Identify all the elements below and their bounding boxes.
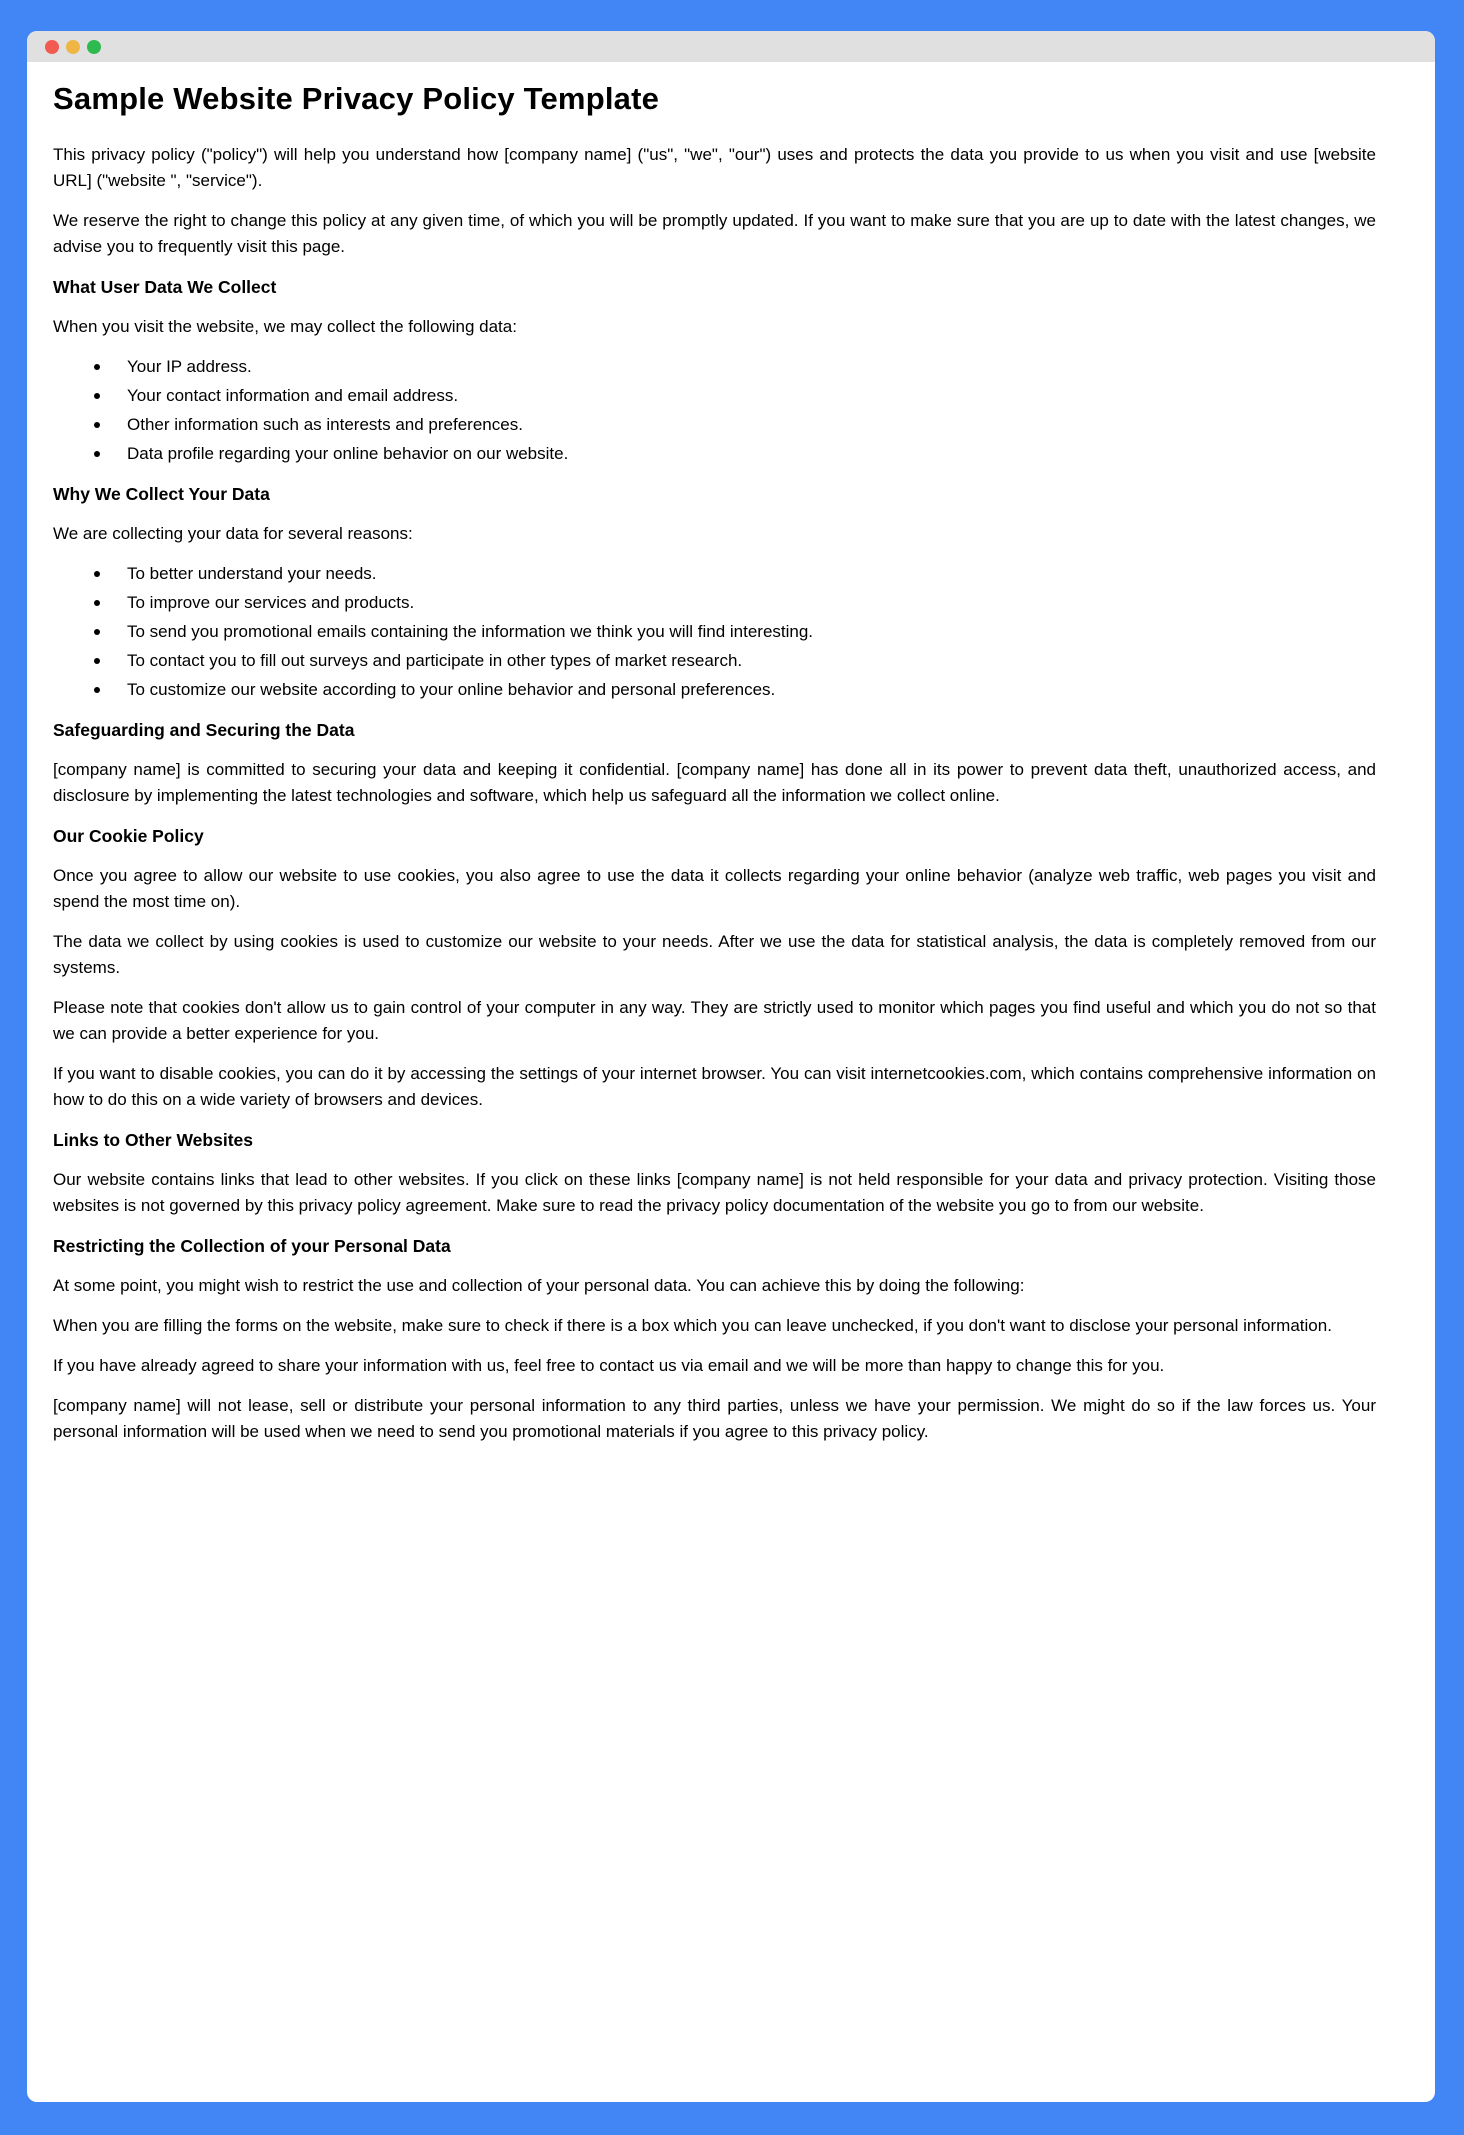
bullet-list bbox=[53, 354, 1376, 467]
list-item: Data profile regarding your online behavior on our website. bbox=[53, 441, 1376, 467]
body-paragraph: [company name] will not lease, sell or distribute your personal information to any third parties, unless we have your permission. We might do so if the law forces us. Your personal information will be used when we need to send you promotional materials if you agree to this privacy policy. bbox=[53, 1396, 1376, 1441]
list-item: Other information such as interests and preferences. bbox=[53, 412, 1376, 438]
body-paragraph: We reserve the right to change this policy at any given time, of which you will be promptly updated. If you want to make sure that you are up to date with the latest changes, we advise you to frequently visit this page. bbox=[53, 211, 1376, 256]
page-title: Sample Website Privacy Policy Template bbox=[53, 81, 660, 116]
body-paragraph: Please note that cookies don't allow us to gain control of your computer in any way. They are strictly used to monitor which pages you find useful and which you do not so that we can provide a better experience for you. bbox=[53, 998, 1376, 1043]
bullet-list bbox=[53, 561, 1376, 703]
list-item: To customize our website according to your online behavior and personal preferences. bbox=[53, 677, 1376, 703]
section-heading: What User Data We Collect bbox=[53, 277, 277, 297]
body-paragraph: This privacy policy ("policy") will help you understand how [company name] ("us", "we", "our") uses and protects the data you provide to us when you visit and use [website URL] ("website ", "service"). bbox=[53, 145, 1376, 190]
document-content bbox=[53, 142, 1376, 1445]
body-paragraph: When you visit the website, we may collect the following data: bbox=[53, 317, 517, 336]
browser-window bbox=[27, 31, 1435, 2102]
list-item: To better understand your needs. bbox=[53, 561, 1376, 587]
body-paragraph: We are collecting your data for several reasons: bbox=[53, 524, 413, 543]
list-item: Your IP address. bbox=[53, 354, 1376, 380]
list-item: To contact you to fill out surveys and participate in other types of market research. bbox=[53, 648, 1376, 674]
document-body bbox=[27, 62, 1435, 1445]
list-item: To send you promotional emails containing the information we think you will find interesting. bbox=[53, 619, 1376, 645]
close-button[interactable] bbox=[45, 40, 59, 54]
body-paragraph: If you want to disable cookies, you can do it by accessing the settings of your internet browser. You can visit internetcookies.com, which contains comprehensive information on how to do this on a wide variety of browsers and devices. bbox=[53, 1064, 1376, 1109]
section-heading: Our Cookie Policy bbox=[53, 826, 204, 846]
body-paragraph: If you have already agreed to share your information with us, feel free to contact us via email and we will be more than happy to change this for you. bbox=[53, 1356, 1165, 1375]
body-paragraph: Once you agree to allow our website to use cookies, you also agree to use the data it collects regarding your online behavior (analyze web traffic, web pages you visit and spend the most time on). bbox=[53, 866, 1376, 911]
body-paragraph: The data we collect by using cookies is used to customize our website to your needs. After we use the data for statistical analysis, the data is completely removed from our systems. bbox=[53, 932, 1376, 977]
body-paragraph: At some point, you might wish to restrict the use and collection of your personal data. You can achieve this by doing the following: bbox=[53, 1276, 1025, 1295]
minimize-button[interactable] bbox=[66, 40, 80, 54]
body-paragraph: When you are filling the forms on the website, make sure to check if there is a box which you can leave unchecked, if you don't want to disclose your personal information. bbox=[53, 1316, 1332, 1335]
body-paragraph: [company name] is committed to securing your data and keeping it confidential. [company name] has done all in its power to prevent data theft, unauthorized access, and disclosure by implementing the latest technologies and software, which help us safeguard all the information we collect online. bbox=[53, 760, 1376, 805]
list-item: Your contact information and email address. bbox=[53, 383, 1376, 409]
section-heading: Links to Other Websites bbox=[53, 1130, 253, 1150]
section-heading: Why We Collect Your Data bbox=[53, 484, 270, 504]
zoom-button[interactable] bbox=[87, 40, 101, 54]
window-titlebar bbox=[27, 31, 1435, 62]
list-item: To improve our services and products. bbox=[53, 590, 1376, 616]
body-paragraph: Our website contains links that lead to other websites. If you click on these links [company name] is not held responsible for your data and privacy protection. Visiting those websites is not governed by this privacy policy agreement. Make sure to read the privacy policy documentation of the website you go to from our website. bbox=[53, 1170, 1376, 1215]
section-heading: Safeguarding and Securing the Data bbox=[53, 720, 355, 740]
section-heading: Restricting the Collection of your Personal Data bbox=[53, 1236, 451, 1256]
